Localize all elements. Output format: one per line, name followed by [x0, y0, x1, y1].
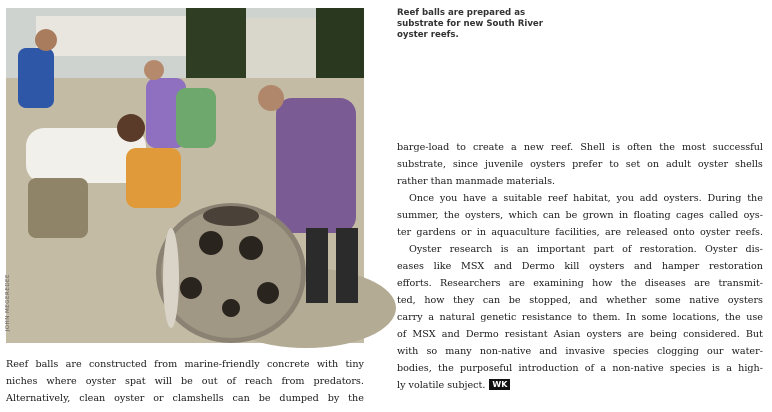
text-line: [6, 390, 364, 407]
word: many: [445, 346, 472, 357]
text-line: [397, 139, 763, 156]
word: so: [426, 346, 438, 357]
word: But: [745, 329, 763, 340]
word: kill: [564, 261, 580, 272]
word: in: [618, 210, 629, 221]
word: be: [180, 376, 193, 387]
word: or: [153, 393, 164, 404]
word: is: [500, 244, 509, 255]
word: they: [453, 295, 475, 306]
word: hamper: [661, 261, 700, 272]
word: summer,: [397, 210, 439, 221]
word: carry: [397, 312, 423, 323]
word: onto: [673, 227, 695, 238]
word: the: [438, 363, 454, 374]
word: is: [612, 142, 620, 153]
word: eases: [397, 261, 424, 272]
word: dumped: [279, 393, 319, 404]
text-line: [397, 241, 763, 258]
word: bodies,: [397, 363, 432, 374]
word: Asian: [553, 329, 581, 340]
word: oys-: [743, 210, 763, 221]
word: how: [424, 295, 445, 306]
word: of: [226, 376, 236, 387]
word: examining: [533, 278, 584, 289]
word: most: [682, 142, 706, 153]
text-line: [397, 360, 763, 377]
text-line: [397, 207, 763, 224]
word: oyster: [697, 159, 729, 170]
word: Researchers: [440, 278, 501, 289]
word: resistant: [504, 329, 548, 340]
word: Alternatively,: [6, 393, 71, 404]
word: or: [461, 227, 472, 238]
word: how: [592, 278, 613, 289]
word: oysters: [727, 295, 763, 306]
word: a: [428, 312, 434, 323]
word: species: [613, 346, 649, 357]
word: can: [232, 393, 250, 404]
text-line: [397, 377, 763, 394]
text-line: [397, 224, 763, 241]
word: dis-: [745, 244, 763, 255]
word: a: [600, 363, 607, 374]
word: Once: [409, 193, 435, 204]
word: to: [609, 159, 619, 170]
word: clean: [79, 393, 106, 404]
word: set: [625, 159, 641, 170]
word: with: [316, 359, 339, 370]
word: and: [579, 295, 598, 306]
word: predators.: [313, 376, 364, 387]
word: you: [616, 193, 634, 204]
word: are: [605, 227, 622, 238]
word: non-native: [612, 363, 664, 374]
word: During: [707, 193, 742, 204]
word: constructed: [88, 359, 147, 370]
word: is: [711, 363, 720, 374]
caption-line: Reef balls are prepared as: [397, 8, 526, 18]
text-line: [397, 173, 763, 190]
word: resistance: [521, 312, 572, 323]
word: from: [154, 359, 178, 370]
word: cages: [676, 210, 704, 221]
word: prefer: [572, 159, 603, 170]
word: oysters.: [663, 193, 702, 204]
word: and: [494, 261, 513, 272]
word: reef.: [551, 142, 574, 153]
word: and: [634, 261, 653, 272]
word: of: [584, 363, 595, 374]
word: are: [694, 278, 711, 289]
word: transmit-: [718, 278, 763, 289]
word: restoration: [708, 261, 763, 272]
word: floating: [633, 210, 671, 221]
word: non-native: [479, 346, 532, 357]
word: the: [724, 312, 741, 323]
word: to: [456, 142, 466, 153]
word: barge-load: [397, 142, 450, 153]
word: will: [154, 376, 172, 387]
word: reach: [244, 376, 273, 387]
text-line: [397, 190, 763, 207]
word: purposeful: [460, 363, 513, 374]
word: clogging: [656, 346, 699, 357]
word: substrate,: [397, 159, 446, 170]
word: facilities,: [555, 227, 600, 238]
word: out: [201, 376, 218, 387]
word: part: [593, 244, 614, 255]
word: are: [627, 329, 644, 340]
word: an: [516, 244, 529, 255]
word: the: [443, 210, 460, 221]
text-line: [397, 343, 763, 360]
word: Oyster: [409, 244, 442, 255]
word: habitat,: [573, 193, 611, 204]
word: a: [491, 193, 498, 204]
word: Oyster: [704, 244, 738, 255]
word: can: [542, 210, 561, 221]
word: suitable: [503, 193, 543, 204]
word: new: [523, 142, 544, 153]
word: create: [473, 142, 504, 153]
word: native: [689, 295, 720, 306]
word: a: [726, 363, 732, 374]
word: of: [397, 329, 407, 340]
text-line: [397, 258, 763, 275]
word: grown: [582, 210, 614, 221]
word: the: [348, 393, 364, 404]
photo-credit: JOHN MEGEREDEE: [5, 274, 11, 332]
word: be: [508, 295, 521, 306]
word: and: [441, 329, 460, 340]
left-column-text: [6, 356, 364, 407]
word: of: [622, 244, 632, 255]
word: MSX: [412, 329, 436, 340]
word: marine-friendly: [184, 359, 260, 370]
word: oysters,: [464, 210, 504, 221]
word: concrete: [267, 359, 310, 370]
word: ted,: [397, 295, 416, 306]
word: which: [508, 210, 538, 221]
word: and: [539, 346, 558, 357]
word: tiny: [345, 359, 364, 370]
word: aquaculture: [491, 227, 550, 238]
word: being: [649, 329, 678, 340]
word: them.: [592, 312, 621, 323]
word: have: [463, 193, 487, 204]
word: some: [655, 295, 681, 306]
word: the: [747, 193, 763, 204]
word: reef: [547, 193, 568, 204]
word: whether: [606, 295, 647, 306]
text-line: [397, 326, 763, 343]
word: you: [439, 193, 458, 204]
word: a: [511, 142, 517, 153]
word: are: [65, 359, 82, 370]
word: MSX: [461, 261, 485, 272]
text-line: [397, 156, 763, 173]
text-line: [397, 292, 763, 309]
word: restoration.: [639, 244, 697, 255]
word: shells: [735, 159, 763, 170]
word: considered.: [683, 329, 740, 340]
word: from: [281, 376, 305, 387]
word: gardens: [416, 227, 456, 238]
photo-caption: [397, 8, 567, 41]
word: adult: [666, 159, 691, 170]
end-mark: WK: [489, 379, 510, 390]
word: released: [626, 227, 668, 238]
word: be: [258, 393, 271, 404]
right-column-text: [397, 139, 763, 394]
word: some: [641, 312, 668, 323]
caption-line: oyster reefs.: [397, 30, 459, 40]
word: oyster: [114, 393, 145, 404]
word: oyster: [699, 227, 731, 238]
word: often: [627, 142, 653, 153]
word: diseases: [644, 278, 686, 289]
word: on: [647, 159, 660, 170]
photo-illustration: [6, 8, 364, 343]
word: like: [433, 261, 452, 272]
caption-line: substrate for new South River: [397, 19, 543, 29]
text-line: [6, 373, 364, 390]
word: important: [536, 244, 586, 255]
word: Reef: [6, 359, 29, 370]
word: high-: [738, 363, 763, 374]
word: successful: [712, 142, 763, 153]
word: water-: [731, 346, 763, 357]
word: add: [639, 193, 658, 204]
word: In: [626, 312, 636, 323]
word: oysters: [586, 329, 622, 340]
line-text: ly volatile subject.: [397, 380, 486, 391]
text-line: [397, 309, 763, 326]
word: balls: [35, 359, 59, 370]
word: efforts.: [397, 278, 432, 289]
text-line: [397, 275, 763, 292]
word: introduction: [518, 363, 579, 374]
word: locations,: [672, 312, 720, 323]
word: oyster: [85, 376, 116, 387]
word: our: [706, 346, 724, 357]
word: where: [46, 376, 77, 387]
word: called: [709, 210, 739, 221]
reef-ball-photo: [6, 8, 364, 343]
word: can: [482, 295, 501, 306]
word: the: [659, 142, 675, 153]
word: to: [577, 312, 588, 323]
word: stopped,: [529, 295, 571, 306]
word: clamshells: [172, 393, 224, 404]
word: niches: [6, 376, 38, 387]
word: oysters: [530, 159, 566, 170]
word: reefs.: [735, 227, 763, 238]
word: by: [327, 393, 340, 404]
word: genetic: [480, 312, 517, 323]
word: are: [508, 278, 525, 289]
word: natural: [439, 312, 475, 323]
word: juvenile: [484, 159, 524, 170]
word: since: [452, 159, 479, 170]
word: research: [449, 244, 493, 255]
word: the: [620, 278, 637, 289]
word: spat: [124, 376, 146, 387]
word: be: [565, 210, 578, 221]
word: ter: [397, 227, 412, 238]
word: use: [746, 312, 763, 323]
word: Dermo: [521, 261, 555, 272]
word: in: [476, 227, 487, 238]
text-line: [6, 356, 364, 373]
word: species: [669, 363, 706, 374]
word: oysters: [589, 261, 625, 272]
word: invasive: [565, 346, 605, 357]
word: with: [397, 346, 419, 357]
word: Dermo: [465, 329, 499, 340]
line-text: rather than manmade materials.: [397, 176, 556, 187]
word: Shell: [580, 142, 605, 153]
